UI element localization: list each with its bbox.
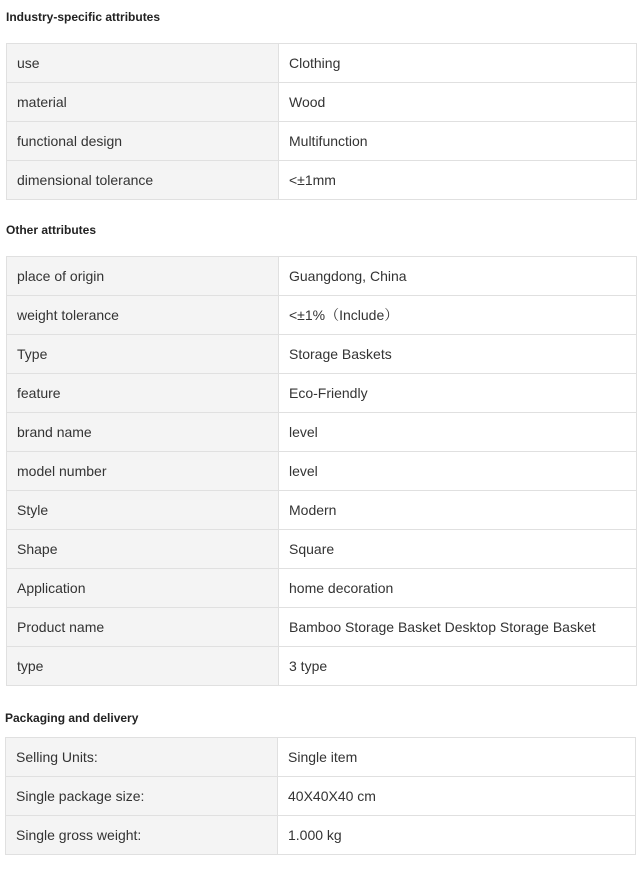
table-row [7, 374, 637, 413]
attribute-value: home decoration [279, 569, 637, 608]
table-row [7, 413, 637, 452]
attribute-name: Single gross weight: [6, 816, 278, 855]
section-title-industry-specific-attributes: Industry-specific attributes [6, 10, 161, 24]
attribute-value: Clothing [279, 44, 637, 83]
attribute-name: Type [7, 335, 279, 374]
attribute-name: use [7, 44, 279, 83]
table-row [6, 777, 636, 816]
attribute-name: Shape [7, 530, 279, 569]
section-title-other-attributes: Other attributes [6, 223, 97, 237]
attribute-value: Eco-Friendly [279, 374, 637, 413]
table-row [7, 296, 637, 335]
attribute-value: level [279, 452, 637, 491]
attribute-value: Bamboo Storage Basket Desktop Storage Basket [279, 608, 637, 647]
table-row [7, 83, 637, 122]
table-row [7, 530, 637, 569]
attribute-name: feature [7, 374, 279, 413]
attribute-value: Storage Baskets [279, 335, 637, 374]
attribute-name: brand name [7, 413, 279, 452]
table-row [7, 122, 637, 161]
table-row [7, 491, 637, 530]
attribute-value: Guangdong, China [279, 257, 637, 296]
attribute-name: dimensional tolerance [7, 161, 279, 200]
attribute-value: Wood [279, 83, 637, 122]
attribute-value: <±1mm [279, 161, 637, 200]
attribute-name: functional design [7, 122, 279, 161]
attribute-name: place of origin [7, 257, 279, 296]
table-row [7, 161, 637, 200]
table-row [7, 452, 637, 491]
attribute-name: Single package size: [6, 777, 278, 816]
section-title-packaging-and-delivery: Packaging and delivery [5, 711, 139, 725]
table-row [6, 816, 636, 855]
attribute-name: material [7, 83, 279, 122]
attribute-value: Multifunction [279, 122, 637, 161]
attribute-name: Product name [7, 608, 279, 647]
packaging-delivery-table [5, 737, 636, 855]
table-row [7, 44, 637, 83]
table-row [6, 738, 636, 777]
industry-attributes-table [6, 43, 637, 200]
table-row [7, 569, 637, 608]
attribute-name: Selling Units: [6, 738, 278, 777]
attribute-value: <±1%（Include） [279, 296, 637, 335]
table-row [7, 608, 637, 647]
attribute-name: type [7, 647, 279, 686]
attribute-value: level [279, 413, 637, 452]
attribute-name: Application [7, 569, 279, 608]
table-row [7, 335, 637, 374]
attribute-value: 1.000 kg [278, 816, 636, 855]
table-row [7, 647, 637, 686]
attribute-value: Square [279, 530, 637, 569]
other-attributes-table [6, 256, 637, 686]
attribute-value: 40X40X40 cm [278, 777, 636, 816]
attribute-name: model number [7, 452, 279, 491]
attribute-value: 3 type [279, 647, 637, 686]
attribute-value: Modern [279, 491, 637, 530]
attribute-value: Single item [278, 738, 636, 777]
attribute-name: weight tolerance [7, 296, 279, 335]
attribute-name: Style [7, 491, 279, 530]
table-row [7, 257, 637, 296]
